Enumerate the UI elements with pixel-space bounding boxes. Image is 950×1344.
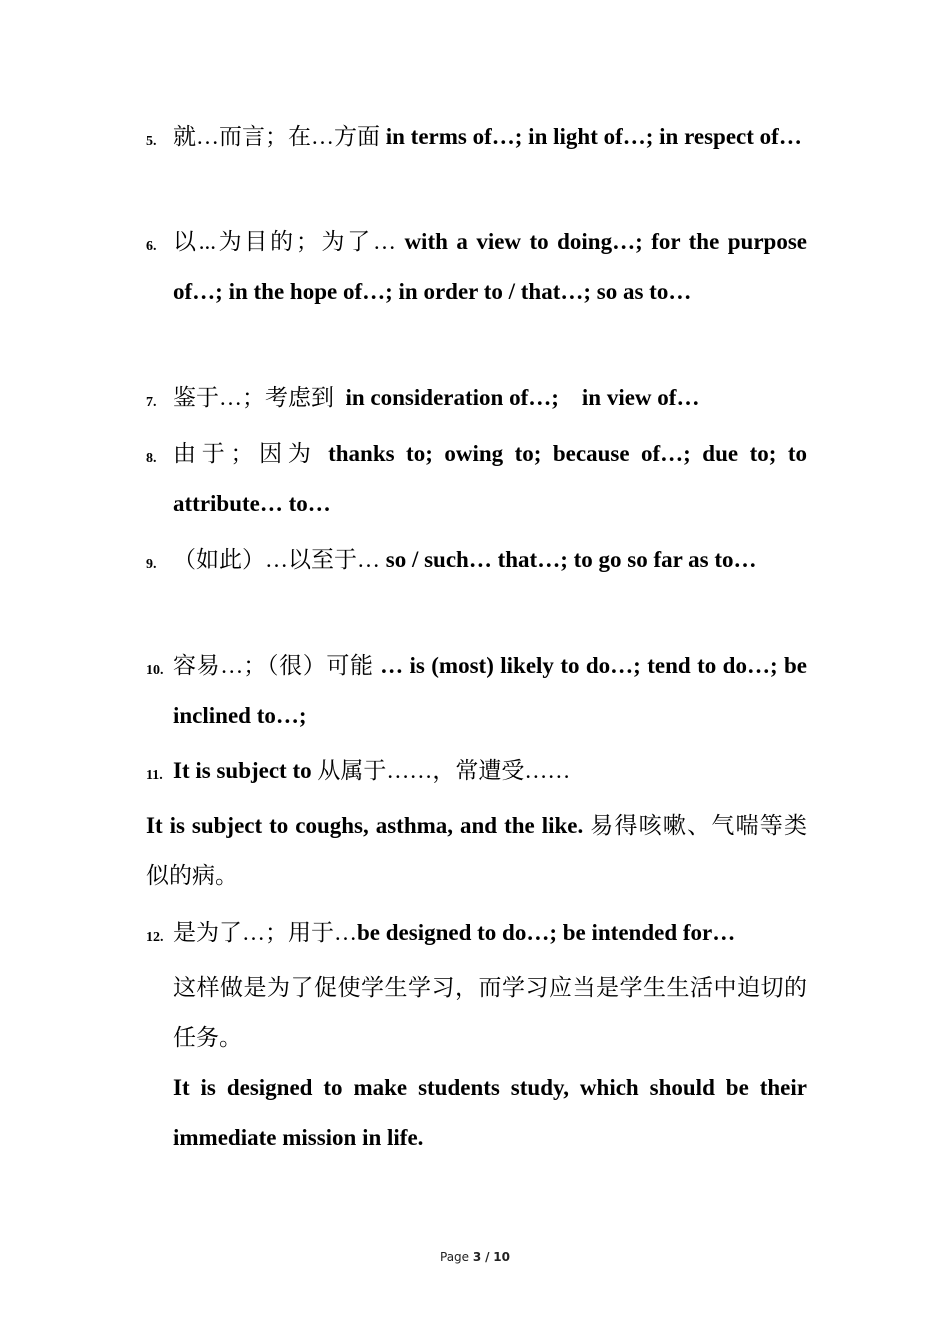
english-phrase: in consideration of…; in view of… bbox=[345, 385, 700, 410]
page-footer bbox=[0, 1250, 950, 1264]
chinese-phrase: 是为了…；用于… bbox=[173, 920, 357, 945]
item-number: 5. bbox=[146, 134, 157, 149]
chinese-phrase: 从属于……，常遭受…… bbox=[317, 758, 571, 783]
example-english: It is subject to coughs, asthma, and the like. bbox=[146, 813, 584, 838]
page-separator: / bbox=[485, 1250, 490, 1264]
item-text bbox=[173, 373, 807, 423]
chinese-phrase: 由于；因为 bbox=[173, 441, 317, 466]
item-text bbox=[173, 217, 807, 317]
example-english: It is designed to make students study, which should be their immediate mission in life. bbox=[173, 1075, 807, 1150]
item-number: 6. bbox=[146, 239, 157, 254]
example-chinese: 这样做是为了促使学生学习，而学习应当是学生生活中迫切的任务。 bbox=[173, 975, 807, 1050]
english-phrase: so / such… that…; to go so far as to… bbox=[385, 547, 757, 572]
example-sentence bbox=[146, 801, 807, 901]
page-total: 10 bbox=[493, 1250, 510, 1264]
item-number: 9. bbox=[146, 557, 157, 572]
chinese-phrase: 就…而言；在…方面 bbox=[173, 124, 380, 149]
chinese-phrase: 鉴于…；考虑到 bbox=[173, 385, 334, 410]
english-phrase: in terms of…; in light of…; in respect of… bbox=[385, 124, 802, 149]
item-number: 8. bbox=[146, 451, 157, 466]
item-text bbox=[173, 429, 807, 529]
english-phrase: with a view to doing…; for the purpose of…; in the hope of…; in order to / that…; so as to… bbox=[173, 229, 807, 304]
example-chinese: 易得咳嗽、气喘等类似的病。 bbox=[146, 813, 807, 888]
item-text bbox=[173, 112, 807, 162]
chinese-phrase: 以...为目的；为了… bbox=[173, 229, 396, 254]
item-text bbox=[173, 746, 807, 796]
chinese-phrase: 容易…；（很）可能 bbox=[173, 653, 374, 678]
chinese-phrase: （如此）…以至于… bbox=[173, 547, 380, 572]
item-number: 11. bbox=[146, 768, 163, 783]
english-phrase: be designed to do…; be intended for… bbox=[357, 920, 736, 945]
item-text bbox=[173, 641, 807, 741]
english-phrase: … is (most) likely to do…; tend to do…; be inclined to…; bbox=[173, 653, 808, 728]
item-text bbox=[173, 535, 807, 585]
item-number: 7. bbox=[146, 395, 157, 410]
page-current: 3 bbox=[472, 1250, 482, 1264]
english-phrase: It is subject to bbox=[173, 758, 312, 783]
english-phrase: thanks to; owing to; because of…; due to; to attribute… to… bbox=[173, 441, 808, 516]
item-number: 12. bbox=[146, 930, 164, 945]
item-text bbox=[173, 908, 807, 958]
item-number: 10. bbox=[146, 663, 164, 678]
page-label: Page bbox=[440, 1250, 470, 1264]
